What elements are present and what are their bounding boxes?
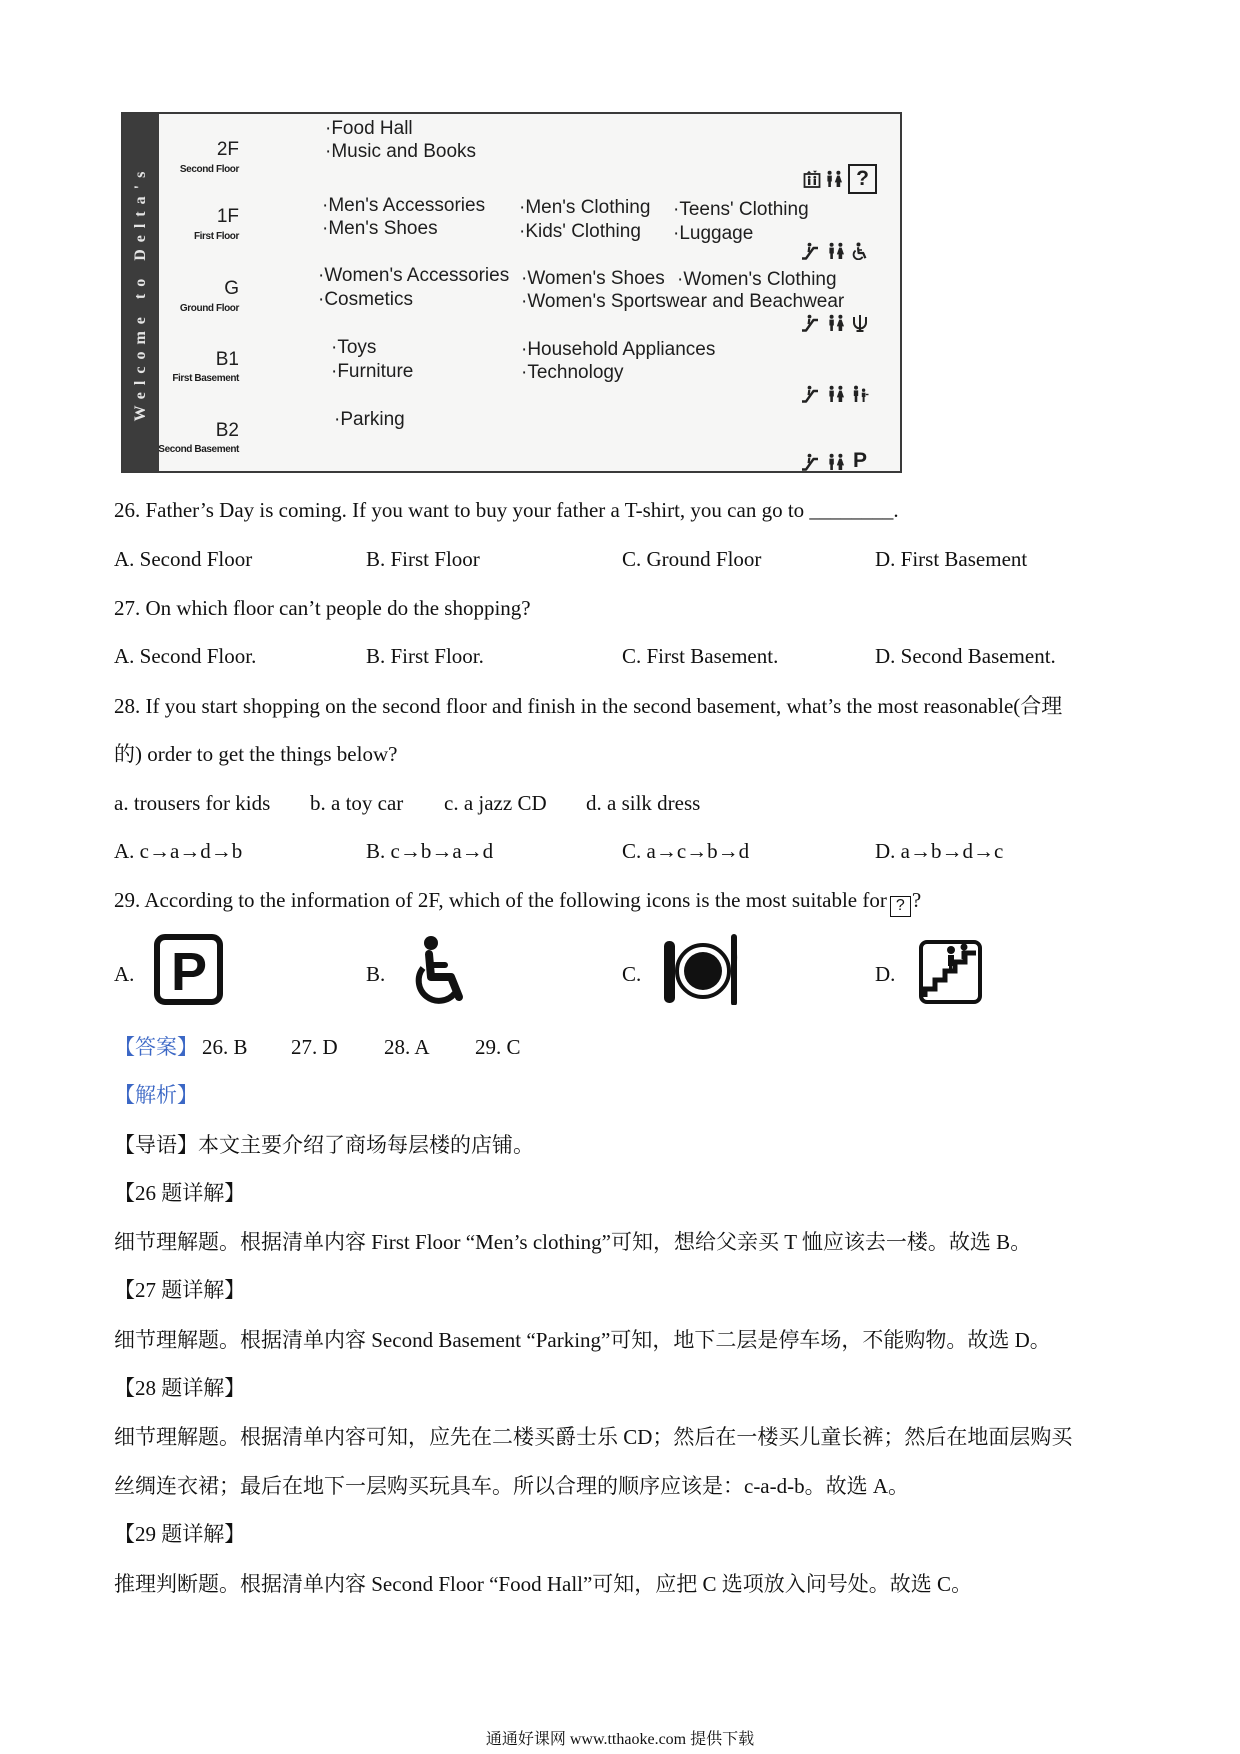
- q29-stem-end: ?: [911, 888, 922, 912]
- directory-item: ·Music and Books: [325, 141, 477, 162]
- floor-code-b2: B2: [215, 420, 239, 441]
- directory-item: ·Household Appliances: [521, 339, 716, 360]
- q29-option-c-letter: C.: [622, 962, 642, 986]
- answer-27: 27. D: [291, 1035, 338, 1059]
- parking-icon: [153, 933, 224, 1006]
- q28-stem-line-1: 28. If you start shopping on the second floor and finish in the second basement, what’s the most reasonable(合理: [114, 694, 1063, 718]
- directory-item: ·Kids' Clothing: [519, 221, 641, 242]
- directory-item: ·Men's Clothing: [519, 197, 651, 218]
- q29-stem-text: 29. According to the information of 2F, which of the following icons is the most suitable for: [114, 888, 887, 912]
- family-restroom-icon: [851, 385, 869, 403]
- q27-option-d: D. Second Basement.: [875, 644, 1056, 668]
- directory-item: ·Women's Shoes: [521, 268, 665, 289]
- q28-stem-line-2: 的) order to get the things below?: [114, 742, 398, 766]
- floor-code-g: G: [224, 278, 239, 299]
- wheelchair-icon: [851, 242, 869, 260]
- q26-option-b: B. First Floor: [366, 547, 480, 571]
- information-icon: ?: [848, 164, 877, 194]
- floor-name-1f: First Floor: [193, 231, 239, 242]
- answer-28: 28. A: [384, 1035, 430, 1059]
- detail-29-heading: 【29 题详解】: [114, 1522, 246, 1546]
- detail-26-text: 细节理解题。根据清单内容 First Floor “Men’s clothing”可知，想给父亲买 T 恤应该去一楼。故选 B。: [114, 1230, 1032, 1254]
- q28-item-a: a. trousers for kids: [114, 791, 271, 815]
- directory-item: ·Cosmetics: [318, 289, 414, 310]
- q29-option-b-letter: B.: [366, 962, 386, 986]
- q28-item-c: c. a jazz CD: [444, 791, 547, 815]
- directory-item: ·Women's Sportswear and Beachwear: [521, 291, 845, 312]
- restroom-icon: [827, 242, 845, 260]
- q26-option-d: D. First Basement: [875, 547, 1028, 571]
- directory-item: ·Men's Accessories: [322, 195, 486, 216]
- q29-stem: [114, 887, 921, 913]
- restroom-icon: [825, 170, 843, 188]
- answer-label: 【答案】: [114, 1035, 198, 1059]
- page-footer: 通通好课网 www.tthaoke.com 提供下载: [485, 1731, 755, 1748]
- floor-code-2f: 2F: [216, 139, 239, 160]
- floor-code-b1: B1: [215, 349, 239, 370]
- q29-option-d-letter: D.: [875, 962, 896, 986]
- restaurant-icon: [663, 933, 741, 1005]
- directory-item: ·Teens' Clothing: [673, 199, 809, 220]
- directory-item: ·Parking: [334, 409, 405, 430]
- stairs-icon: [918, 939, 983, 1005]
- banner-text: Welcome to Delta's: [132, 164, 149, 421]
- q27-option-b: B. First Floor.: [366, 644, 484, 668]
- q27-stem: 27. On which floor can’t people do the shopping?: [114, 596, 531, 620]
- parking-icon: P: [853, 449, 868, 472]
- escalator-icon: [801, 453, 819, 471]
- directory-item: ·Furniture: [331, 361, 414, 382]
- q27-option-c: C. First Basement.: [622, 644, 779, 668]
- directory-item: ·Food Hall: [325, 118, 413, 139]
- floor-name-b1: First Basement: [172, 373, 239, 384]
- detail-26-heading: 【26 题详解】: [114, 1181, 246, 1205]
- restroom-icon: [827, 314, 845, 332]
- answer-29: 29. C: [475, 1035, 521, 1059]
- escalator-icon: [801, 385, 819, 403]
- q29-option-a-letter: A.: [114, 962, 135, 986]
- elevator-icon: [803, 170, 821, 188]
- directory-item: ·Luggage: [673, 223, 754, 244]
- q26-option-c: C. Ground Floor: [622, 547, 762, 571]
- analysis-label: 【解析】: [114, 1083, 198, 1107]
- q26-stem: 26. Father’s Day is coming. If you want to buy your father a T-shirt, you can go to ________.: [114, 498, 899, 522]
- wheelchair-icon: [411, 935, 474, 1005]
- directory-item: ·Technology: [521, 362, 624, 383]
- q27-option-a: A. Second Floor.: [114, 644, 257, 668]
- q26-option-a: A. Second Floor: [114, 547, 253, 571]
- directory-item: ·Women's Clothing: [677, 269, 837, 290]
- restroom-icon: [827, 453, 845, 471]
- directory-item: ·Women's Accessories: [318, 265, 510, 286]
- q28-option-d: D. a→b→d→c: [875, 839, 1004, 863]
- detail-27-text: 细节理解题。根据清单内容 Second Basement “Parking”可知，地下二层是停车场，不能购物。故选 D。: [114, 1328, 1051, 1352]
- directory-item: ·Men's Shoes: [322, 218, 438, 239]
- store-directory: [121, 112, 902, 473]
- q28-item-d: d. a silk dress: [586, 791, 701, 815]
- detail-29-text: 推理判断题。根据清单内容 Second Floor “Food Hall”可知，应把 C 选项放入问号处。故选 C。: [114, 1572, 973, 1596]
- floor-name-b2: Second Basement: [158, 444, 239, 455]
- directory-item: ·Toys: [331, 337, 377, 358]
- analysis-intro: 【导语】本文主要介绍了商场每层楼的店铺。: [114, 1133, 534, 1157]
- q28-option-b: B. c→b→a→d: [366, 839, 494, 863]
- parking-icon-letter: P: [170, 942, 208, 1002]
- q28-option-a: A. c→a→d→b: [114, 839, 243, 863]
- escalator-icon: [801, 314, 819, 332]
- detail-28-text-line-1: 细节理解题。根据清单内容可知，应先在二楼买爵士乐 CD；然后在一楼买儿童长裤；然后在地面层购买: [114, 1425, 1073, 1449]
- floor-name-g: Ground Floor: [179, 303, 239, 314]
- escalator-icon: [801, 242, 819, 260]
- baby-room-icon: [851, 314, 869, 332]
- directory-side-banner: [123, 114, 159, 471]
- detail-28-heading: 【28 题详解】: [114, 1376, 246, 1400]
- floor-name-2f: Second Floor: [179, 164, 239, 175]
- detail-28-text-line-2: 丝绸连衣裙；最后在地下一层购买玩具车。所以合理的顺序应该是：c-a-d-b。故选 A。: [114, 1474, 910, 1498]
- question-mark-box-icon: ?: [890, 896, 911, 917]
- floor-code-1f: 1F: [216, 206, 239, 227]
- restroom-icon: [827, 385, 845, 403]
- detail-27-heading: 【27 题详解】: [114, 1278, 246, 1302]
- answer-26: 26. B: [202, 1035, 248, 1059]
- q28-item-b: b. a toy car: [310, 791, 404, 815]
- q28-option-c: C. a→c→b→d: [622, 839, 750, 863]
